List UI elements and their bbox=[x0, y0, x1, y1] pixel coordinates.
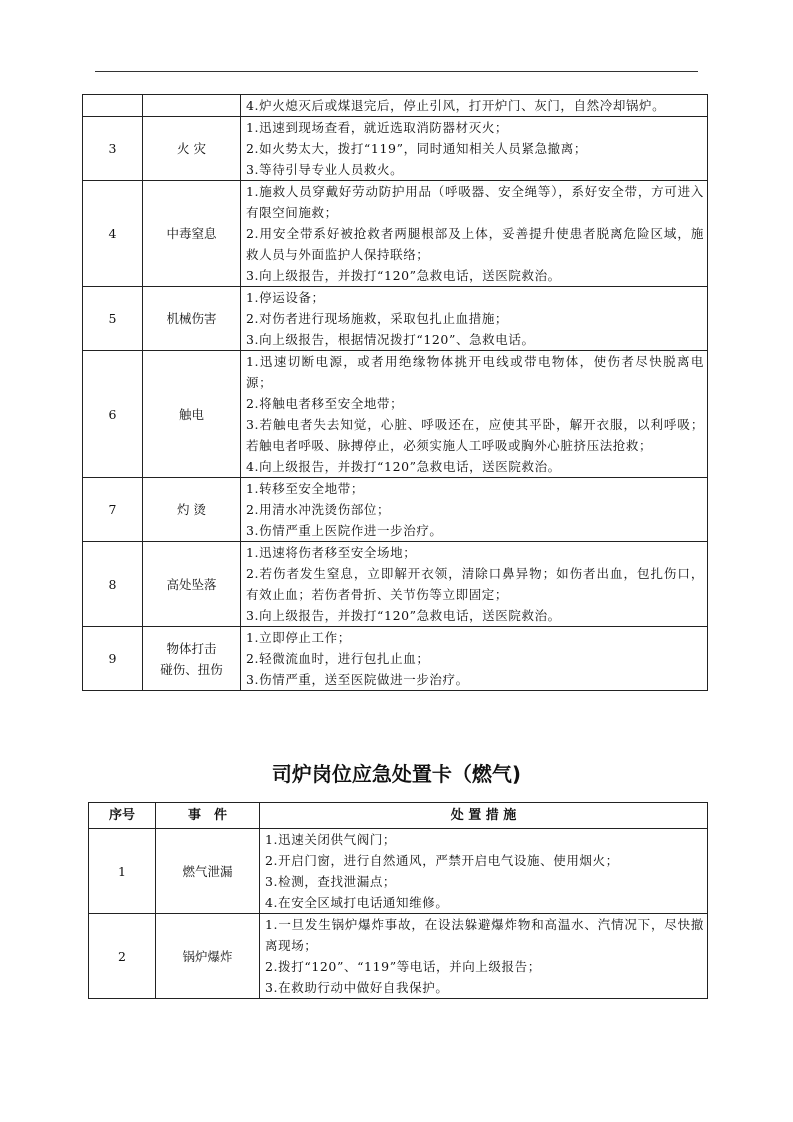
emergency-table-gas bbox=[88, 802, 708, 999]
event-name: 中毒窒息 bbox=[143, 181, 241, 287]
row-number: 5 bbox=[83, 287, 143, 351]
event-name: 高处坠落 bbox=[143, 542, 241, 627]
measure-item: 1.迅速将伤者移至安全场地； bbox=[246, 545, 417, 560]
measure-item: 1.停运设备； bbox=[246, 290, 325, 305]
measures-cell bbox=[241, 95, 708, 117]
header-rule bbox=[95, 71, 698, 72]
measure-item: 3.伤情严重，送至医院做进一步治疗。 bbox=[246, 672, 469, 687]
measure-item: 3.等待引导专业人员救火。 bbox=[246, 162, 404, 177]
measure-item: 3.向上级报告，并拨打“120”急救电话，送医院救治。 bbox=[246, 268, 561, 283]
event-name: 燃气泄漏 bbox=[156, 829, 260, 914]
measure-item: 2.开启门窗，进行自然通风，严禁开启电气设施、使用烟火； bbox=[265, 853, 619, 868]
row-number: 1 bbox=[89, 829, 156, 914]
row-number: 7 bbox=[83, 478, 143, 542]
table-row bbox=[83, 287, 708, 351]
row-number bbox=[83, 95, 143, 117]
measure-item: 2.若伤者发生窒息，立即解开衣领，清除口鼻异物；如伤者出血，包扎伤口，有效止血；若伤者骨折、关节伤等立即固定； bbox=[246, 566, 704, 602]
table-row bbox=[83, 627, 708, 691]
measures-cell bbox=[241, 627, 708, 691]
measure-item: 3.检测，查找泄漏点； bbox=[265, 874, 397, 889]
event-name: 物体打击 碰伤、扭伤 bbox=[143, 627, 241, 691]
table-row bbox=[83, 478, 708, 542]
table-row bbox=[83, 181, 708, 287]
measure-item: 3.在救助行动中做好自我保护。 bbox=[265, 980, 449, 995]
measures-cell bbox=[241, 287, 708, 351]
event-name: 火 灾 bbox=[143, 117, 241, 181]
measure-item: 4.向上级报告，并拨打“120”急救电话，送医院救治。 bbox=[246, 459, 561, 474]
measure-item: 2.轻微流血时，进行包扎止血； bbox=[246, 651, 430, 666]
measure-item: 1.立即停止工作； bbox=[246, 630, 351, 645]
section-title: 司炉岗位应急处置卡（燃气) bbox=[271, 762, 522, 786]
measure-item: 3.向上级报告，并拨打“120”急救电话，送医院救治。 bbox=[246, 608, 561, 623]
row-number: 6 bbox=[83, 351, 143, 478]
measure-item: 2.用清水冲洗烫伤部位； bbox=[246, 502, 391, 517]
header-no: 序号 bbox=[89, 803, 156, 829]
measure-item: 2.如火势太大，拨打“119”，同时通知相关人员紧急撤离； bbox=[246, 141, 587, 156]
measures-cell bbox=[241, 117, 708, 181]
table-row bbox=[83, 95, 708, 117]
measure-item: 1.迅速到现场查看，就近选取消防器材灭火； bbox=[246, 120, 509, 135]
row-number: 8 bbox=[83, 542, 143, 627]
measure-item: 1.施救人员穿戴好劳动防护用品（呼吸器、安全绳等），系好安全带，方可进入有限空间施救； bbox=[246, 184, 704, 220]
measure-item: 1.一旦发生锅炉爆炸事故，在设法躲避爆炸物和高温水、汽情况下，尽快撤离现场； bbox=[265, 917, 704, 953]
header-event: 事 件 bbox=[156, 803, 260, 829]
table-row bbox=[83, 542, 708, 627]
measure-item: 3.向上级报告，根据情况拨打“120”、急救电话。 bbox=[246, 332, 535, 347]
measure-item: 4.在安全区域打电话通知维修。 bbox=[265, 895, 449, 910]
event-name bbox=[143, 95, 241, 117]
measures-cell bbox=[241, 351, 708, 478]
table-row bbox=[83, 117, 708, 181]
header-measures: 处 置 措 施 bbox=[260, 803, 708, 829]
row-number: 9 bbox=[83, 627, 143, 691]
measure-item: 3.若触电者失去知觉，心脏、呼吸还在，应使其平卧，解开衣服，以利呼吸；若触电者呼吸、脉搏停止，必须实施人工呼吸或胸外心脏挤压法抢救； bbox=[246, 417, 704, 453]
table-header-row bbox=[89, 803, 708, 829]
measures-cell bbox=[241, 542, 708, 627]
event-name: 锅炉爆炸 bbox=[156, 914, 260, 999]
event-name: 触电 bbox=[143, 351, 241, 478]
measures-cell bbox=[241, 478, 708, 542]
measure-item: 1.迅速关闭供气阀门； bbox=[265, 832, 397, 847]
measure-item: 1.迅速切断电源，或者用绝缘物体挑开电线或带电物体，使伤者尽快脱离电源； bbox=[246, 354, 704, 390]
measures-cell bbox=[260, 829, 708, 914]
measure-item: 2.对伤者进行现场施救，采取包扎止血措施； bbox=[246, 311, 509, 326]
measures-cell bbox=[241, 181, 708, 287]
row-number: 4 bbox=[83, 181, 143, 287]
row-number: 2 bbox=[89, 914, 156, 999]
measure-item: 1.转移至安全地带； bbox=[246, 481, 364, 496]
event-name: 机械伤害 bbox=[143, 287, 241, 351]
measures-cell bbox=[260, 914, 708, 999]
table-row bbox=[89, 914, 708, 999]
measure-item: 2.用安全带系好被抢救者两腿根部及上体，妥善提升使患者脱离危险区域，施救人员与外面监护人保持联络； bbox=[246, 226, 704, 262]
table-row bbox=[89, 829, 708, 914]
measure-item: 4.炉火熄灭后或煤退完后，停止引风，打开炉门、灰门，自然冷却锅炉。 bbox=[246, 98, 666, 113]
event-name: 灼 烫 bbox=[143, 478, 241, 542]
table-row bbox=[83, 351, 708, 478]
measure-item: 2.拨打“120”、“119”等电话，并向上级报告； bbox=[265, 959, 541, 974]
row-number: 3 bbox=[83, 117, 143, 181]
measure-item: 2.将触电者移至安全地带； bbox=[246, 396, 404, 411]
measure-item: 3.伤情严重上医院作进一步治疗。 bbox=[246, 523, 443, 538]
emergency-table-coal bbox=[82, 94, 708, 691]
